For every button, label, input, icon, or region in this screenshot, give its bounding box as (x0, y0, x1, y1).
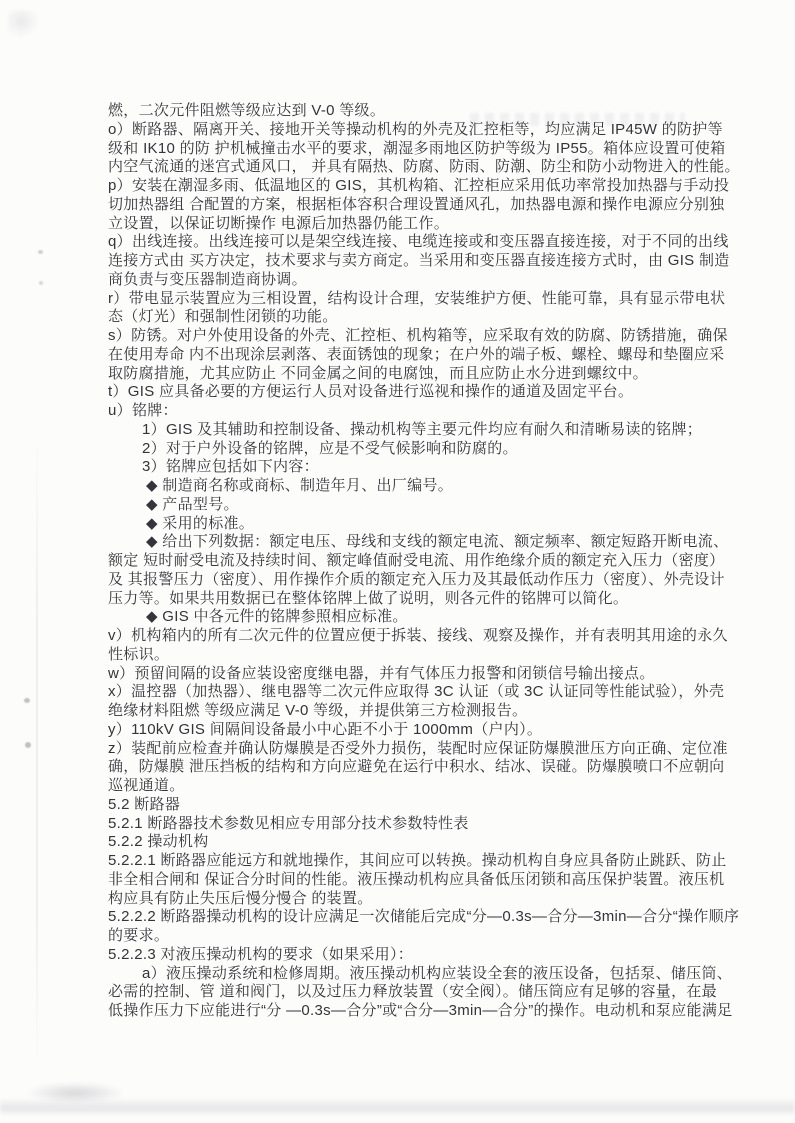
text-line: 5.2.1 断路器技术参数见相应专用部分技术参数特性表 (108, 814, 469, 832)
text-line: 必需的控制、管 道和阀门，以及过压力释放装置（安全阀）。储压筒应有足够的容量，在最 (108, 983, 717, 1001)
text-line: p）安装在潮湿多雨、低温地区的 GIS，其机构箱、汇控柜应采用低功率常投加热器与手动投 (108, 177, 730, 194)
text-line: 非全相合闸和 保证合分时间的性能。液压操动机构应具备低压闭锁和高压保护装置。液压机 (108, 870, 725, 888)
text-line: z）装配前应检查并确认防爆膜是否受外力损伤，装配时应保证防爆膜泄压方向正确、定位准 (108, 739, 728, 757)
text-line: ◆ 制造商名称或商标、制造年月、出厂编号。 (146, 477, 454, 494)
scan-smudge-top-left (8, 10, 40, 38)
scan-speck (25, 742, 31, 748)
text-line: 5.2.2.2 断路器操动机构的设计应满足一次储能后完成“分—0.3s—合分—3min—合分“操作顺序 (108, 908, 740, 926)
text-line: 取防腐措施，尤其应防止 不同金属之间的电腐蚀，而且应防止水分进到螺纹中。 (108, 364, 648, 382)
text-line: 绝缘材料阻燃 等级应满足 V-0 等级，并提供第三方检测报告。 (108, 702, 528, 719)
text-line: a）液压操动系统和检修周期。液压操动机构应装设全套的液压设备，包括泵、储压筒、 (142, 964, 733, 982)
text-line: 5.2.2.1 断路器应能远方和就地操作，其间应可以转换。操动机构自身应具备防止跳跃、防止 (108, 852, 727, 869)
text-line: 1）GIS 及其辅助和控制设备、操动机构等主要元件均应有耐久和清晰易读的铭牌； (142, 420, 703, 438)
text-line: 5.2.2 操动机构 (108, 833, 209, 851)
text-line: x）温控器（加热器）、继电器等二次元件应取得 3C 认证（或 3C 认证同等性能试验），外壳 (108, 683, 725, 701)
text-line: 及 其报警压力（密度）、用作操作介质的额定充入压力及其最低动作压力（密度）、外壳设计 (108, 570, 725, 588)
scan-crease-line (36, 430, 38, 1070)
text-line: w）预留间隔的设备应装设密度继电器，并有气体压力报警和闭锁信号输出接点。 (108, 664, 655, 682)
scan-speck (38, 250, 43, 254)
text-line: ◆ 产品型号。 (146, 495, 239, 513)
text-line: 2）对于户外设备的铭牌，应是不受气候影响和防腐的。 (142, 439, 518, 457)
text-line: v）机构箱内的所有二次元件的位置应便于拆装、接线、观察及操作，并有表明其用途的永久 (108, 627, 728, 644)
text-line: 级和 IK10 的防 护机械撞击水平的要求，潮湿多雨地区防护等级为 IP55。箱体应设置可使箱 (108, 139, 726, 157)
text-line: 的要求。 (108, 927, 170, 944)
text-line: 3）铭牌应包括如下内容： (142, 458, 319, 476)
scan-smudge-bottom-left (28, 1083, 123, 1103)
text-line: 燃，二次元件阻燃等级应达到 V-0 等级。 (108, 102, 386, 119)
text-line: 压力等。如果共用数据已在整体铭牌上做了说明，则各元件的铭牌可以简化。 (108, 589, 629, 607)
text-line: y）110kV GIS 间隔间设备最小中心距不小于 1000mm（户内）。 (108, 720, 543, 738)
text-line: 连接方式由 买方决定，技术要求与卖方商定。当采用和变压器直接连接方式时，由 GIS 制造 (108, 252, 730, 269)
text-line: 巡视通道。 (108, 777, 185, 794)
text-line: t）GIS 应具备必要的方便运行人员对设备进行巡视和操作的通道及固定平台。 (108, 383, 634, 401)
text-line: 5.2 断路器 (108, 795, 181, 813)
text-line: r）带电显示装置应为三相设置，结构设计合理，安装维护方便、性能可靠，具有显示带电状 (108, 289, 726, 307)
text-line: 在使用寿命 内不出现涂层剥落、表面锈蚀的现象；在户外的端子板、螺栓、螺母和垫圈应采 (108, 345, 725, 363)
text-line: 内空气流通的迷宫式通风口， 并具有隔热、防腐、防雨、防潮、防尘和防小动物进入的性能。 (108, 158, 740, 176)
text-line: 低操作压力下应能进行“分 —0.3s—合分”或“合分—3min—合分”的操作。电动机和泵应能满足 (108, 1002, 733, 1019)
text-line: s）防锈。对户外使用设备的外壳、汇控柜、机构箱等，应采取有效的防腐、防锈措施，确保 (108, 327, 728, 344)
text-line: 商负责与变压器制造商协调。 (108, 270, 307, 288)
text-line: 确，防爆膜 泄压挡板的结构和方向应避免在运行中积水、结冰、误碰。防爆膜喷口不应朝向 (108, 758, 725, 776)
text-line: 切加热器组 合配置的方案，根据柜体容积合理设置通风孔，加热器电源和操作电源应分别独 (108, 195, 725, 213)
text-line: ◆ 给出下列数据：额定电压、母线和支线的额定电流、额定频率、额定短路开断电流、 (146, 533, 729, 551)
text-line: ◆ GIS 中各元件的铭牌参照相应标准。 (146, 608, 408, 626)
text-line: u）铭牌： (108, 402, 178, 419)
text-line: q）出线连接。出线连接可以是架空线连接、电缆连接或和变压器直接连接，对于不同的出线 (108, 233, 729, 251)
text-line: 态（灯光）和强制性闭锁的功能。 (108, 308, 338, 326)
text-line: 额定 短时耐受电流及持续时间、额定峰值耐受电流、用作绝缘介质的额定充入压力（密度） (108, 552, 725, 569)
scan-shadow-bottom (0, 1098, 795, 1114)
text-line: 构应具有防止失压后慢分慢合 的装置。 (108, 889, 373, 907)
text-line: 立设置，以保证切断操作 电源后加热器仍能工作。 (108, 214, 450, 232)
document-body (108, 102, 744, 1021)
text-line: o）断路器、隔离开关、接地开关等操动机构的外壳及汇控柜等，均应满足 IP45W 的防护等 (108, 120, 723, 138)
text-line: ◆ 采用的标准。 (146, 514, 255, 532)
scan-speck (39, 281, 43, 285)
text-line: 性标识。 (108, 645, 170, 663)
text-line: 5.2.2.3 对液压操动机构的要求（如果采用）： (108, 945, 414, 963)
scan-speck (24, 698, 30, 703)
